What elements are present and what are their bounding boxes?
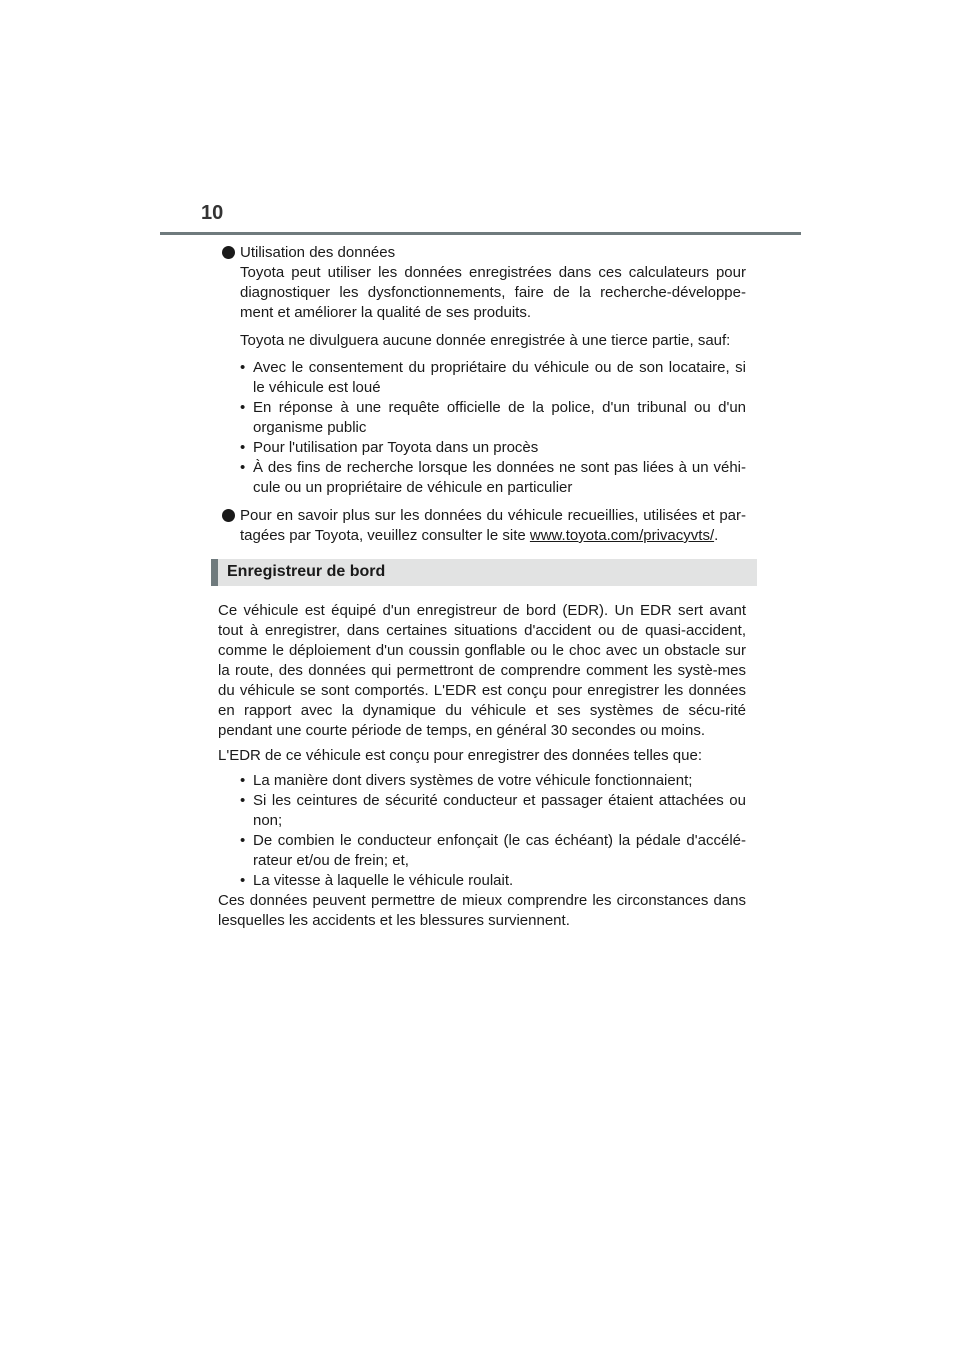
list-item: • La manière dont divers systèmes de votre véhicule fonctionnaient; [240,771,746,791]
disclosure-paragraph: Toyota ne divulguera aucune donnée enregistrée à une tierce partie, sauf: [240,332,731,349]
page-content [218,243,746,936]
bullet-dot-icon [222,509,235,522]
edr-data-paragraph: L'EDR de ce véhicule est conçu pour enregistrer des données telles que: [218,747,702,764]
list-item: • Si les ceintures de sécurité conducteur et passager étaient attachées ou non; [240,791,746,831]
section-header [211,559,757,586]
bullet-dot-icon [222,246,235,259]
list-item: • Avec le consentement du propriétaire du véhicule ou de son locataire, si le véhicule est loué [240,358,746,398]
privacy-info-paragraph [240,506,746,546]
disclosure-exceptions-list [240,358,746,498]
data-usage-item [218,243,746,498]
edr-conclusion-paragraph: Ces données peuvent permettre de mieux comprendre les circonstances dans lesquelles les accidents et les blessures surviennent. [218,892,746,929]
list-item: • La vitesse à laquelle le véhicule roulait. [240,871,746,891]
data-usage-title: Utilisation des données [240,244,396,261]
page-number: 10 [201,202,224,224]
privacy-info-end: . [714,527,719,544]
privacy-link[interactable]: www.toyota.com/privacyvts/ [529,527,715,544]
list-item: • Pour l'utilisation par Toyota dans un procès [240,438,746,458]
data-usage-paragraph: Toyota peut utiliser les données enregistrées dans ces calculateurs pour diagnostiquer les dysfonctionnements, faire de la recherche-développe-ment et améliorer la qualité de ses produits. [240,264,746,321]
edr-data-list [218,771,746,891]
edr-section [218,601,746,931]
privacy-info-text: Pour en savoir plus sur les données du véhicule recueillies, utilisées et par-tagées par Toyota, veuillez consulter le site [240,507,746,544]
header-rule [160,232,801,235]
privacy-info-item [218,506,746,546]
section-title: Enregistreur de bord [227,563,386,580]
list-item: • À des fins de recherche lorsque les données ne sont pas liées à un véhi-cule ou un propriétaire de véhicule en particulier [240,458,746,498]
list-item: • En réponse à une requête officielle de la police, d'un tribunal ou d'un organisme public [240,398,746,438]
list-item: • De combien le conducteur enfonçait (le cas échéant) la pédale d'accélé-rateur et/ou de frein; et, [240,831,746,871]
edr-intro-paragraph: Ce véhicule est équipé d'un enregistreur de bord (EDR). Un EDR sert avant tout à enregistrer, dans certaines situations d'accident ou de quasi-accident, comme le déploiement d'un coussin gonflable ou le choc avec un obstacle sur la route, des données qui permettront de comprendre comment les systè-mes du véhicule se sont comportés. L'EDR est conçu pour enregistrer les données en rapport avec la dynamique du véhicule et ses systèmes de sécu-rité pendant une courte période de temps, en général 30 secondes ou moins. [218,602,746,739]
